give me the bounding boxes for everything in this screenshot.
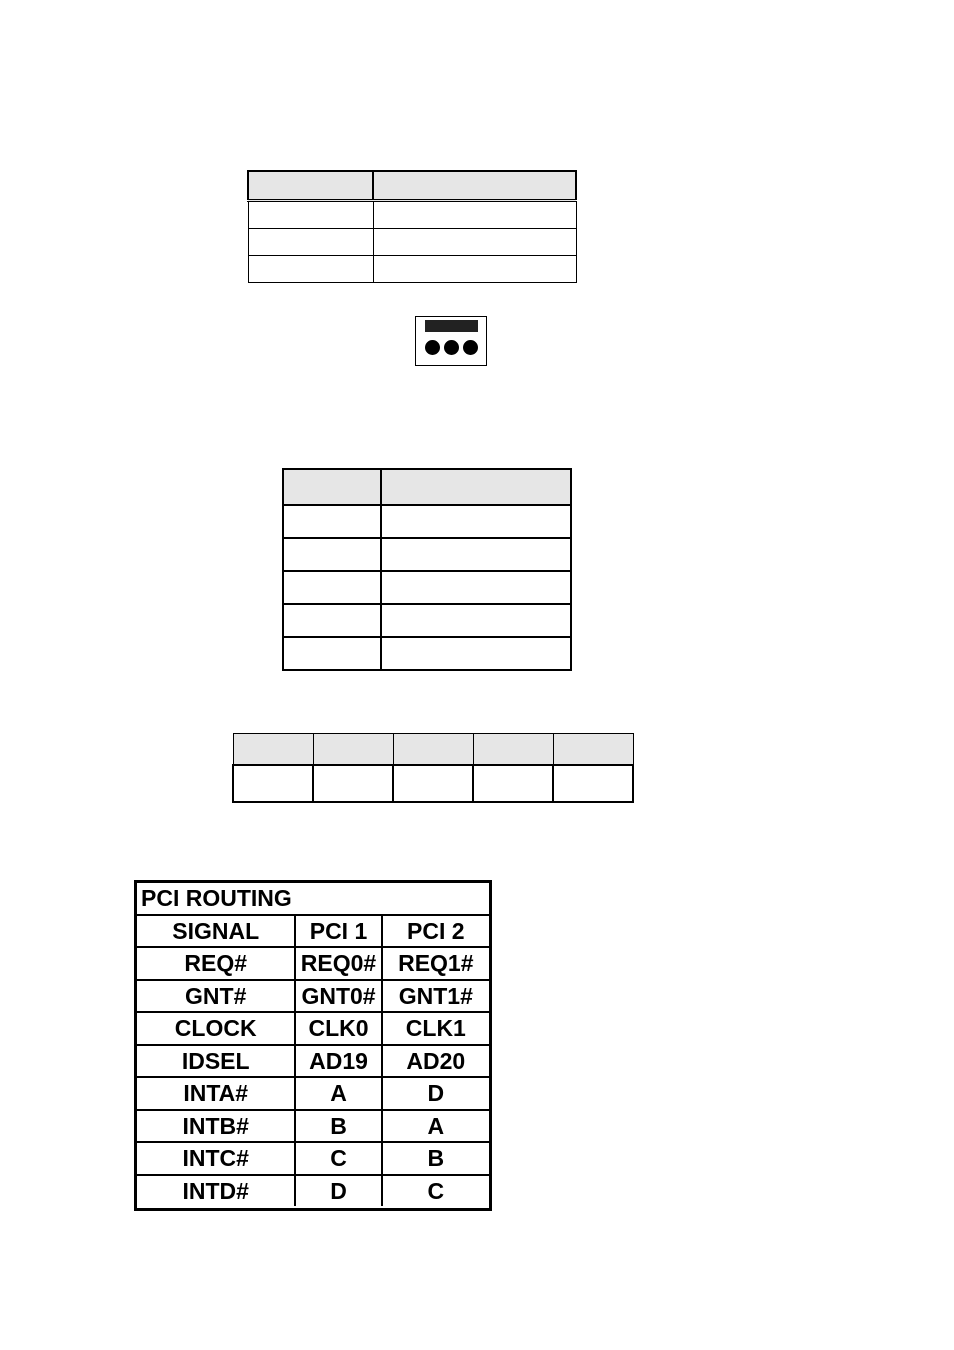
table-cell xyxy=(473,765,553,802)
table-cell xyxy=(393,765,473,802)
pci1-cell: A xyxy=(295,1077,381,1110)
table-cell xyxy=(381,571,571,604)
signal-cell: IDSEL xyxy=(137,1045,295,1078)
column-header-pci2: PCI 2 xyxy=(382,915,489,948)
signal-cell: INTD# xyxy=(137,1175,295,1207)
table-cell xyxy=(283,571,381,604)
column-header-signal: SIGNAL xyxy=(137,915,295,948)
signal-cell: REQ# xyxy=(137,947,295,980)
table-cell xyxy=(373,201,576,229)
table-header-cell xyxy=(233,734,313,766)
pci2-cell: GNT1# xyxy=(382,980,489,1013)
table-cell xyxy=(248,229,373,256)
pci1-cell: CLK0 xyxy=(295,1012,381,1045)
table-row xyxy=(137,980,489,1013)
pci-routing-grid xyxy=(137,883,489,1206)
table-header-cell xyxy=(553,734,633,766)
pci2-cell: C xyxy=(382,1175,489,1207)
table-cell xyxy=(283,604,381,637)
jumper-pin-1 xyxy=(425,340,440,355)
table-header-cell xyxy=(473,734,553,766)
table-header-cell xyxy=(248,171,373,201)
table-row xyxy=(137,1175,489,1207)
pci1-cell: REQ0# xyxy=(295,947,381,980)
column-header-pci1: PCI 1 xyxy=(295,915,381,948)
table-row xyxy=(137,1045,489,1078)
pci2-cell: B xyxy=(382,1142,489,1175)
jumper-pin-2 xyxy=(444,340,459,355)
pci1-cell: C xyxy=(295,1142,381,1175)
table-cell xyxy=(381,505,571,538)
table-cell xyxy=(373,256,576,283)
table-header-cell xyxy=(381,469,571,505)
table-row xyxy=(137,947,489,980)
table-cell xyxy=(381,538,571,571)
pci2-cell: AD20 xyxy=(382,1045,489,1078)
table-header-cell xyxy=(283,469,381,505)
pci2-cell: REQ1# xyxy=(382,947,489,980)
pci1-cell: B xyxy=(295,1110,381,1143)
table-cell xyxy=(553,765,633,802)
table-row xyxy=(137,1142,489,1175)
table-cell xyxy=(233,765,313,802)
pci2-cell: A xyxy=(382,1110,489,1143)
signal-cell: INTA# xyxy=(137,1077,295,1110)
signal-cell: INTC# xyxy=(137,1142,295,1175)
table-cell xyxy=(283,637,381,670)
table-cell xyxy=(248,256,373,283)
table-cell xyxy=(373,229,576,256)
table-cell xyxy=(283,538,381,571)
signal-cell: INTB# xyxy=(137,1110,295,1143)
table-header-cell xyxy=(393,734,473,766)
pci2-cell: CLK1 xyxy=(382,1012,489,1045)
pci2-cell: D xyxy=(382,1077,489,1110)
pci1-cell: AD19 xyxy=(295,1045,381,1078)
table-cell xyxy=(381,637,571,670)
signal-cell: CLOCK xyxy=(137,1012,295,1045)
table-row xyxy=(137,1077,489,1110)
jumper-setting-table-2 xyxy=(282,468,572,671)
table-cell xyxy=(313,765,393,802)
table-cell xyxy=(381,604,571,637)
jumper-pin-3 xyxy=(463,340,478,355)
table-cell xyxy=(283,505,381,538)
pci-routing-title: PCI ROUTING xyxy=(137,883,489,915)
signal-cell: GNT# xyxy=(137,980,295,1013)
pci1-cell: GNT0# xyxy=(295,980,381,1013)
jumper-cap xyxy=(425,320,478,332)
jumper-setting-table-3 xyxy=(232,733,634,803)
table-header-cell xyxy=(313,734,393,766)
table-row xyxy=(137,1012,489,1045)
jumper-setting-table-1 xyxy=(247,170,577,283)
table-header-cell xyxy=(373,171,576,201)
pci1-cell: D xyxy=(295,1175,381,1207)
pci-routing-table xyxy=(134,880,492,1211)
table-cell xyxy=(248,201,373,229)
table-row xyxy=(137,1110,489,1143)
jumper-diagram xyxy=(415,316,487,366)
